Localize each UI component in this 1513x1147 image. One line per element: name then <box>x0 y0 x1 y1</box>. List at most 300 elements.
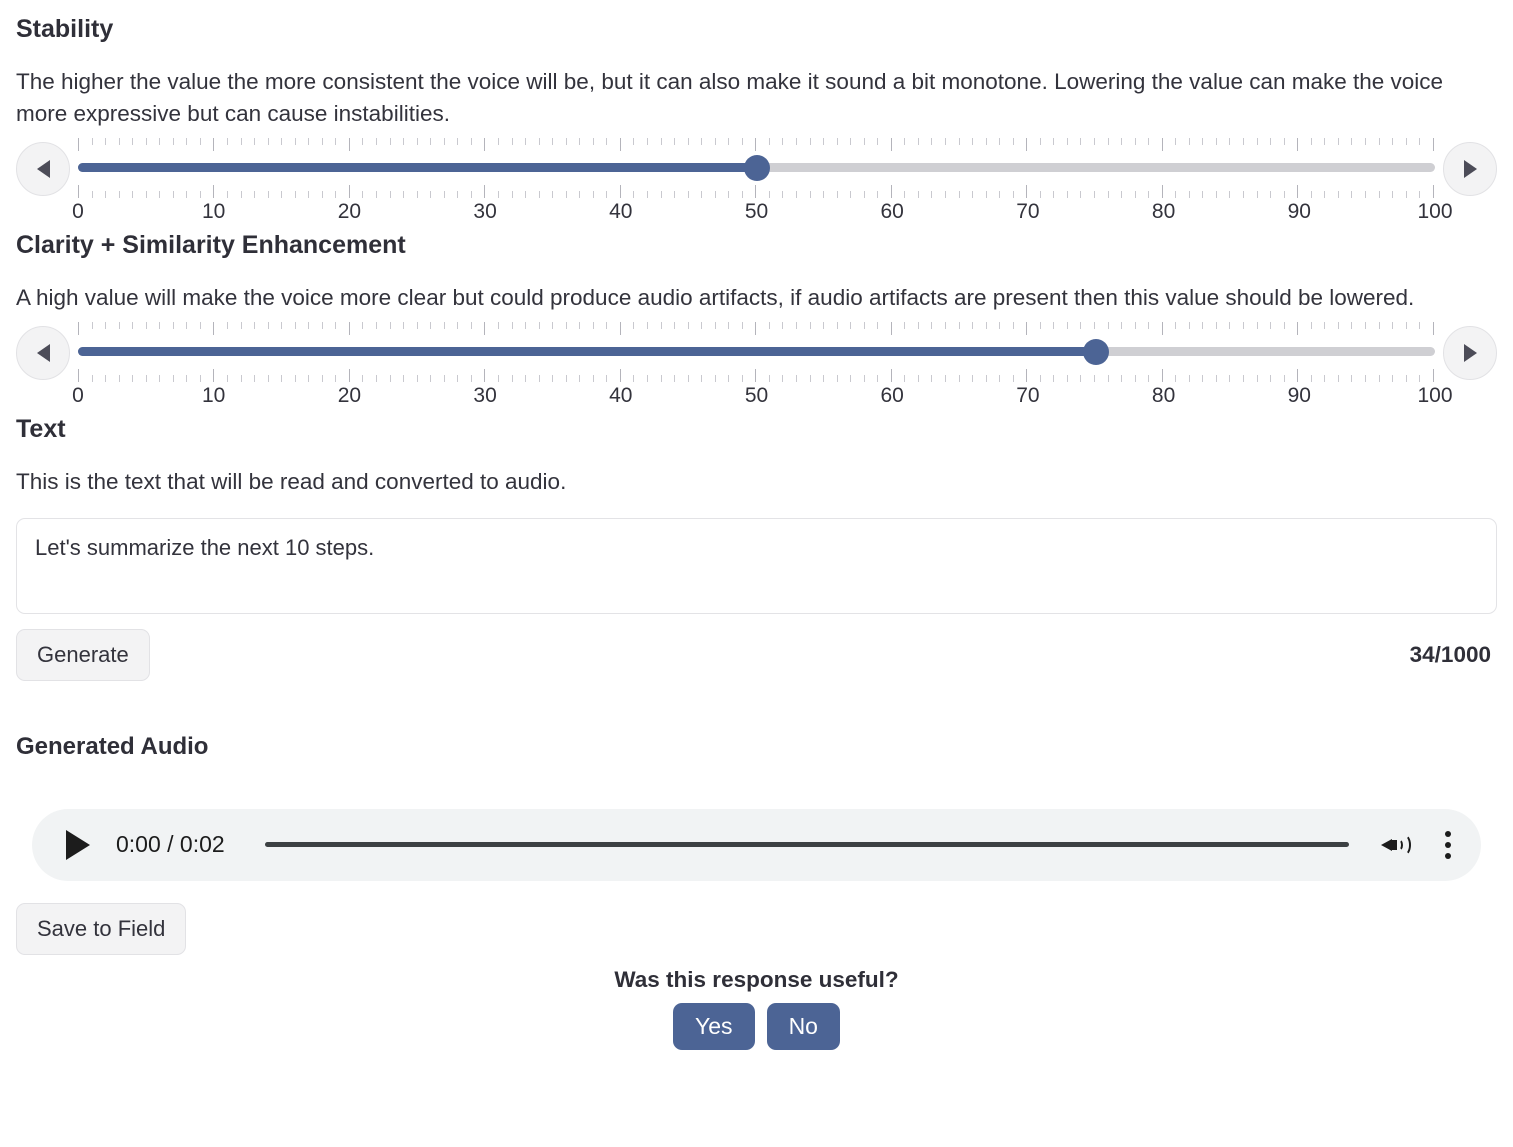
tick-mark <box>1135 375 1136 382</box>
tick-mark <box>173 322 174 329</box>
tick-mark <box>159 138 160 145</box>
tick-mark <box>674 138 675 145</box>
tick-mark <box>417 191 418 198</box>
generated-audio-title: Generated Audio <box>16 732 209 760</box>
tick-mark <box>715 138 716 145</box>
tick-mark <box>525 322 526 329</box>
tick-mark <box>362 375 363 382</box>
feedback-buttons <box>16 1003 1497 1050</box>
tick-mark <box>78 369 79 382</box>
tick-mark <box>1108 191 1109 198</box>
tick-mark <box>1379 375 1380 382</box>
tick-mark <box>159 191 160 198</box>
tick-mark <box>1433 322 1434 335</box>
tick-mark <box>647 191 648 198</box>
tick-mark <box>308 191 309 198</box>
tick-mark <box>850 191 851 198</box>
tick-mark <box>796 375 797 382</box>
tick-mark <box>295 138 296 145</box>
tick-mark <box>823 191 824 198</box>
scale-label: 20 <box>337 383 362 407</box>
tick-mark <box>213 322 214 335</box>
tick-mark <box>972 375 973 382</box>
right-arrow-icon <box>1464 160 1477 178</box>
tick-mark <box>1379 138 1380 145</box>
tick-mark <box>864 375 865 382</box>
tick-mark <box>1433 369 1434 382</box>
tick-mark <box>241 375 242 382</box>
scale-label: 90 <box>1287 199 1311 223</box>
tick-mark <box>715 191 716 198</box>
tick-mark <box>539 322 540 329</box>
tick-mark <box>498 138 499 145</box>
tick-mark <box>701 375 702 382</box>
tick-mark <box>322 375 323 382</box>
tick-mark <box>268 191 269 198</box>
tick-mark <box>1297 322 1298 335</box>
tick-mark <box>742 138 743 145</box>
tick-mark <box>1135 138 1136 145</box>
tick-mark <box>390 138 391 145</box>
tick-mark <box>1297 369 1298 382</box>
scale-label: 50 <box>744 383 769 407</box>
tick-mark <box>430 138 431 145</box>
tick-mark <box>119 191 120 198</box>
tick-mark <box>782 138 783 145</box>
tick-mark <box>1433 185 1434 198</box>
tick-mark <box>213 369 214 382</box>
tick-mark <box>742 322 743 329</box>
tick-mark <box>200 375 201 382</box>
feedback-yes-button[interactable]: Yes <box>673 1003 755 1050</box>
tick-mark <box>999 138 1000 145</box>
tick-mark <box>1175 138 1176 145</box>
tick-mark <box>755 138 756 151</box>
stability-description: The higher the value the more consistent the voice will be, but it can also make it sound a bit monotone. Lowering the value can make the voice more expressive but can cause instabilities. <box>16 69 1444 126</box>
tick-mark <box>1311 375 1312 382</box>
audio-progress-bar[interactable] <box>265 842 1349 847</box>
tick-mark <box>1324 375 1325 382</box>
tick-mark <box>539 375 540 382</box>
tick-mark <box>159 375 160 382</box>
tick-mark <box>430 322 431 329</box>
tick-mark <box>1406 375 1407 382</box>
tick-mark <box>1379 191 1380 198</box>
tick-mark <box>1351 138 1352 145</box>
tick-mark <box>349 322 350 335</box>
tick-mark <box>999 375 1000 382</box>
tick-mark <box>566 191 567 198</box>
stability-title: Stability <box>16 15 114 43</box>
tick-mark <box>457 191 458 198</box>
clarity-ticks-top <box>78 322 1435 335</box>
stability-slider[interactable] <box>78 138 1435 200</box>
tick-mark <box>268 375 269 382</box>
tick-mark <box>349 185 350 198</box>
clarity-fill <box>78 347 1096 356</box>
tick-mark <box>1080 375 1081 382</box>
left-arrow-icon <box>37 160 50 178</box>
tick-mark <box>1189 375 1190 382</box>
tick-mark <box>105 322 106 329</box>
tick-mark <box>579 138 580 145</box>
tick-mark <box>1257 322 1258 329</box>
tick-mark <box>1324 322 1325 329</box>
tick-mark <box>688 375 689 382</box>
tick-mark <box>484 322 485 335</box>
tick-mark <box>498 322 499 329</box>
tick-mark <box>606 375 607 382</box>
tick-mark <box>945 375 946 382</box>
tick-mark <box>1202 375 1203 382</box>
tick-mark <box>254 191 255 198</box>
tick-mark <box>525 138 526 145</box>
tick-mark <box>945 322 946 329</box>
tick-mark <box>376 375 377 382</box>
tick-mark <box>701 322 702 329</box>
clarity-thumb[interactable] <box>1083 339 1109 365</box>
tick-mark <box>417 322 418 329</box>
tick-mark <box>1040 191 1041 198</box>
tick-mark <box>918 375 919 382</box>
tick-mark <box>146 191 147 198</box>
generate-button[interactable]: Generate <box>16 629 150 681</box>
tick-mark <box>1148 138 1149 145</box>
tick-mark <box>891 185 892 198</box>
tick-mark <box>1229 138 1230 145</box>
scale-label: 10 <box>202 199 226 223</box>
tick-mark <box>1338 375 1339 382</box>
tick-mark <box>539 191 540 198</box>
tick-mark <box>362 138 363 145</box>
clarity-section <box>16 230 1497 414</box>
tick-mark <box>119 375 120 382</box>
tick-mark <box>864 191 865 198</box>
scale-label: 50 <box>744 199 769 223</box>
tick-mark <box>986 322 987 329</box>
tick-mark <box>647 138 648 145</box>
tick-mark <box>403 191 404 198</box>
tick-mark <box>864 138 865 145</box>
tick-mark <box>322 138 323 145</box>
tick-mark <box>593 322 594 329</box>
tick-mark <box>552 138 553 145</box>
tick-mark <box>1284 191 1285 198</box>
tick-mark <box>1216 375 1217 382</box>
tick-mark <box>1351 375 1352 382</box>
tick-mark <box>1406 191 1407 198</box>
tick-mark <box>837 375 838 382</box>
tick-mark <box>1040 375 1041 382</box>
tick-mark <box>552 322 553 329</box>
scale-label: 80 <box>1151 199 1176 223</box>
tick-mark <box>1162 185 1163 198</box>
audio-player <box>32 809 1481 881</box>
tick-mark <box>200 138 201 145</box>
tick-mark <box>1202 138 1203 145</box>
tick-mark <box>146 375 147 382</box>
tick-mark <box>931 138 932 145</box>
tick-mark <box>471 138 472 145</box>
tick-mark <box>295 375 296 382</box>
tick-mark <box>1013 138 1014 145</box>
tick-mark <box>322 191 323 198</box>
tick-mark <box>620 138 621 151</box>
tick-mark <box>688 138 689 145</box>
stability-ticks-bottom <box>78 185 1435 198</box>
tick-mark <box>931 375 932 382</box>
tick-mark <box>972 138 973 145</box>
tick-mark <box>498 375 499 382</box>
tick-mark <box>918 322 919 329</box>
scale-label: 100 <box>1417 383 1453 407</box>
tick-mark <box>715 322 716 329</box>
tick-mark <box>512 191 513 198</box>
tick-mark <box>837 138 838 145</box>
tick-mark <box>430 375 431 382</box>
tick-mark <box>552 375 553 382</box>
feedback-section <box>16 967 1497 1050</box>
tick-mark <box>606 191 607 198</box>
tick-mark <box>661 375 662 382</box>
tick-mark <box>186 375 187 382</box>
scale-label: 100 <box>1417 199 1453 223</box>
tick-mark <box>1351 322 1352 329</box>
tick-mark <box>376 191 377 198</box>
tick-mark <box>1135 191 1136 198</box>
generated-audio-section <box>16 733 1497 955</box>
tick-mark <box>1013 322 1014 329</box>
tick-mark <box>999 322 1000 329</box>
tick-mark <box>986 138 987 145</box>
tick-mark <box>1094 375 1095 382</box>
tick-mark <box>295 322 296 329</box>
tick-mark <box>1040 322 1041 329</box>
tick-mark <box>566 138 567 145</box>
tick-mark <box>539 138 540 145</box>
tick-mark <box>512 138 513 145</box>
tick-mark <box>1284 375 1285 382</box>
tick-mark <box>457 375 458 382</box>
tick-mark <box>1026 138 1027 151</box>
tick-mark <box>1148 322 1149 329</box>
tick-mark <box>810 138 811 145</box>
tick-mark <box>457 138 458 145</box>
clarity-slider-row <box>16 322 1497 384</box>
tick-mark <box>403 138 404 145</box>
tick-mark <box>1311 191 1312 198</box>
tick-mark <box>918 138 919 145</box>
tick-mark <box>471 322 472 329</box>
tick-mark <box>810 375 811 382</box>
volume-icon[interactable] <box>1381 830 1415 860</box>
tick-mark <box>837 322 838 329</box>
tick-mark <box>1013 375 1014 382</box>
tick-mark <box>349 138 350 151</box>
tick-mark <box>1162 138 1163 151</box>
tick-mark <box>281 375 282 382</box>
tick-mark <box>633 375 634 382</box>
tick-mark <box>728 138 729 145</box>
tick-mark <box>1338 138 1339 145</box>
tick-mark <box>1229 375 1230 382</box>
text-description: This is the text that will be read and converted to audio. <box>16 468 567 494</box>
tick-mark <box>1419 138 1420 145</box>
tick-mark <box>1379 322 1380 329</box>
tick-mark <box>1175 322 1176 329</box>
tick-mark <box>105 375 106 382</box>
tick-mark <box>782 191 783 198</box>
tick-mark <box>512 322 513 329</box>
tick-mark <box>186 138 187 145</box>
tick-mark <box>200 191 201 198</box>
play-icon[interactable] <box>66 830 90 860</box>
tick-mark <box>1067 375 1068 382</box>
tick-mark <box>579 322 580 329</box>
tick-mark <box>850 322 851 329</box>
tick-mark <box>877 375 878 382</box>
tick-mark <box>281 138 282 145</box>
tick-mark <box>959 322 960 329</box>
tick-mark <box>606 322 607 329</box>
clarity-decrease-button[interactable] <box>16 326 70 380</box>
tick-mark <box>701 191 702 198</box>
tick-mark <box>620 369 621 382</box>
tick-mark <box>1108 375 1109 382</box>
stability-decrease-button[interactable] <box>16 142 70 196</box>
scale-label: 0 <box>72 199 84 223</box>
tick-mark <box>1175 375 1176 382</box>
tick-mark <box>132 138 133 145</box>
stability-increase-button[interactable] <box>1443 142 1497 196</box>
tick-mark <box>593 191 594 198</box>
tick-mark <box>78 185 79 198</box>
tick-mark <box>390 375 391 382</box>
scale-label: 40 <box>609 199 633 223</box>
stability-slider-row <box>16 138 1497 200</box>
tick-mark <box>647 322 648 329</box>
tick-mark <box>335 191 336 198</box>
tick-mark <box>904 375 905 382</box>
tick-mark <box>1108 322 1109 329</box>
tick-mark <box>891 322 892 335</box>
tick-mark <box>1162 322 1163 335</box>
tick-mark <box>362 191 363 198</box>
tick-mark <box>931 191 932 198</box>
tick-mark <box>1121 191 1122 198</box>
tick-mark <box>579 191 580 198</box>
tick-mark <box>823 322 824 329</box>
text-title: Text <box>16 414 66 443</box>
tick-mark <box>1243 138 1244 145</box>
tick-mark <box>417 375 418 382</box>
tick-mark <box>661 322 662 329</box>
tick-mark <box>742 375 743 382</box>
tick-mark <box>78 322 79 335</box>
tick-mark <box>322 322 323 329</box>
tick-mark <box>782 375 783 382</box>
tick-mark <box>1026 185 1027 198</box>
tick-mark <box>904 322 905 329</box>
tick-mark <box>633 191 634 198</box>
clarity-slider[interactable] <box>78 322 1435 384</box>
tick-mark <box>159 322 160 329</box>
tick-mark <box>119 322 120 329</box>
tick-mark <box>376 138 377 145</box>
generate-row <box>16 629 1497 681</box>
tick-mark <box>1148 375 1149 382</box>
tick-mark <box>986 375 987 382</box>
tick-mark <box>105 138 106 145</box>
tick-mark <box>213 185 214 198</box>
tick-mark <box>1311 138 1312 145</box>
clarity-increase-button[interactable] <box>1443 326 1497 380</box>
tick-mark <box>1419 322 1420 329</box>
tick-mark <box>1243 375 1244 382</box>
tick-mark <box>362 322 363 329</box>
tick-mark <box>1121 322 1122 329</box>
tick-mark <box>1365 191 1366 198</box>
tick-mark <box>1229 322 1230 329</box>
tick-mark <box>701 138 702 145</box>
tick-mark <box>850 375 851 382</box>
text-input[interactable] <box>16 518 1497 614</box>
tick-mark <box>227 138 228 145</box>
tick-mark <box>769 191 770 198</box>
tick-mark <box>972 191 973 198</box>
tick-mark <box>173 375 174 382</box>
stability-fill <box>78 163 757 172</box>
tick-mark <box>728 322 729 329</box>
tick-mark <box>254 322 255 329</box>
tick-mark <box>877 138 878 145</box>
tick-mark <box>1080 322 1081 329</box>
tick-mark <box>281 191 282 198</box>
left-arrow-icon <box>37 344 50 362</box>
tick-mark <box>620 185 621 198</box>
tick-mark <box>1270 191 1271 198</box>
tick-mark <box>999 191 1000 198</box>
tick-mark <box>688 191 689 198</box>
tick-mark <box>295 191 296 198</box>
tick-mark <box>782 322 783 329</box>
tick-mark <box>1257 138 1258 145</box>
tick-mark <box>1013 191 1014 198</box>
tick-mark <box>864 322 865 329</box>
tick-mark <box>1392 322 1393 329</box>
tick-mark <box>552 191 553 198</box>
scale-label: 20 <box>337 199 362 223</box>
tick-mark <box>715 375 716 382</box>
stability-thumb[interactable] <box>744 155 770 181</box>
tick-mark <box>579 375 580 382</box>
tick-mark <box>1365 322 1366 329</box>
tick-mark <box>525 375 526 382</box>
tick-mark <box>755 322 756 335</box>
more-options-icon[interactable] <box>1445 831 1451 859</box>
tick-mark <box>241 138 242 145</box>
scale-label: 10 <box>202 383 226 407</box>
scale-label: 90 <box>1287 383 1311 407</box>
tick-mark <box>403 322 404 329</box>
feedback-no-button[interactable]: No <box>767 1003 840 1050</box>
scale-label: 70 <box>1016 383 1040 407</box>
tick-mark <box>1270 138 1271 145</box>
tick-mark <box>1053 138 1054 145</box>
save-to-field-button[interactable]: Save to Field <box>16 903 186 955</box>
right-arrow-icon <box>1464 344 1477 362</box>
tick-mark <box>119 138 120 145</box>
